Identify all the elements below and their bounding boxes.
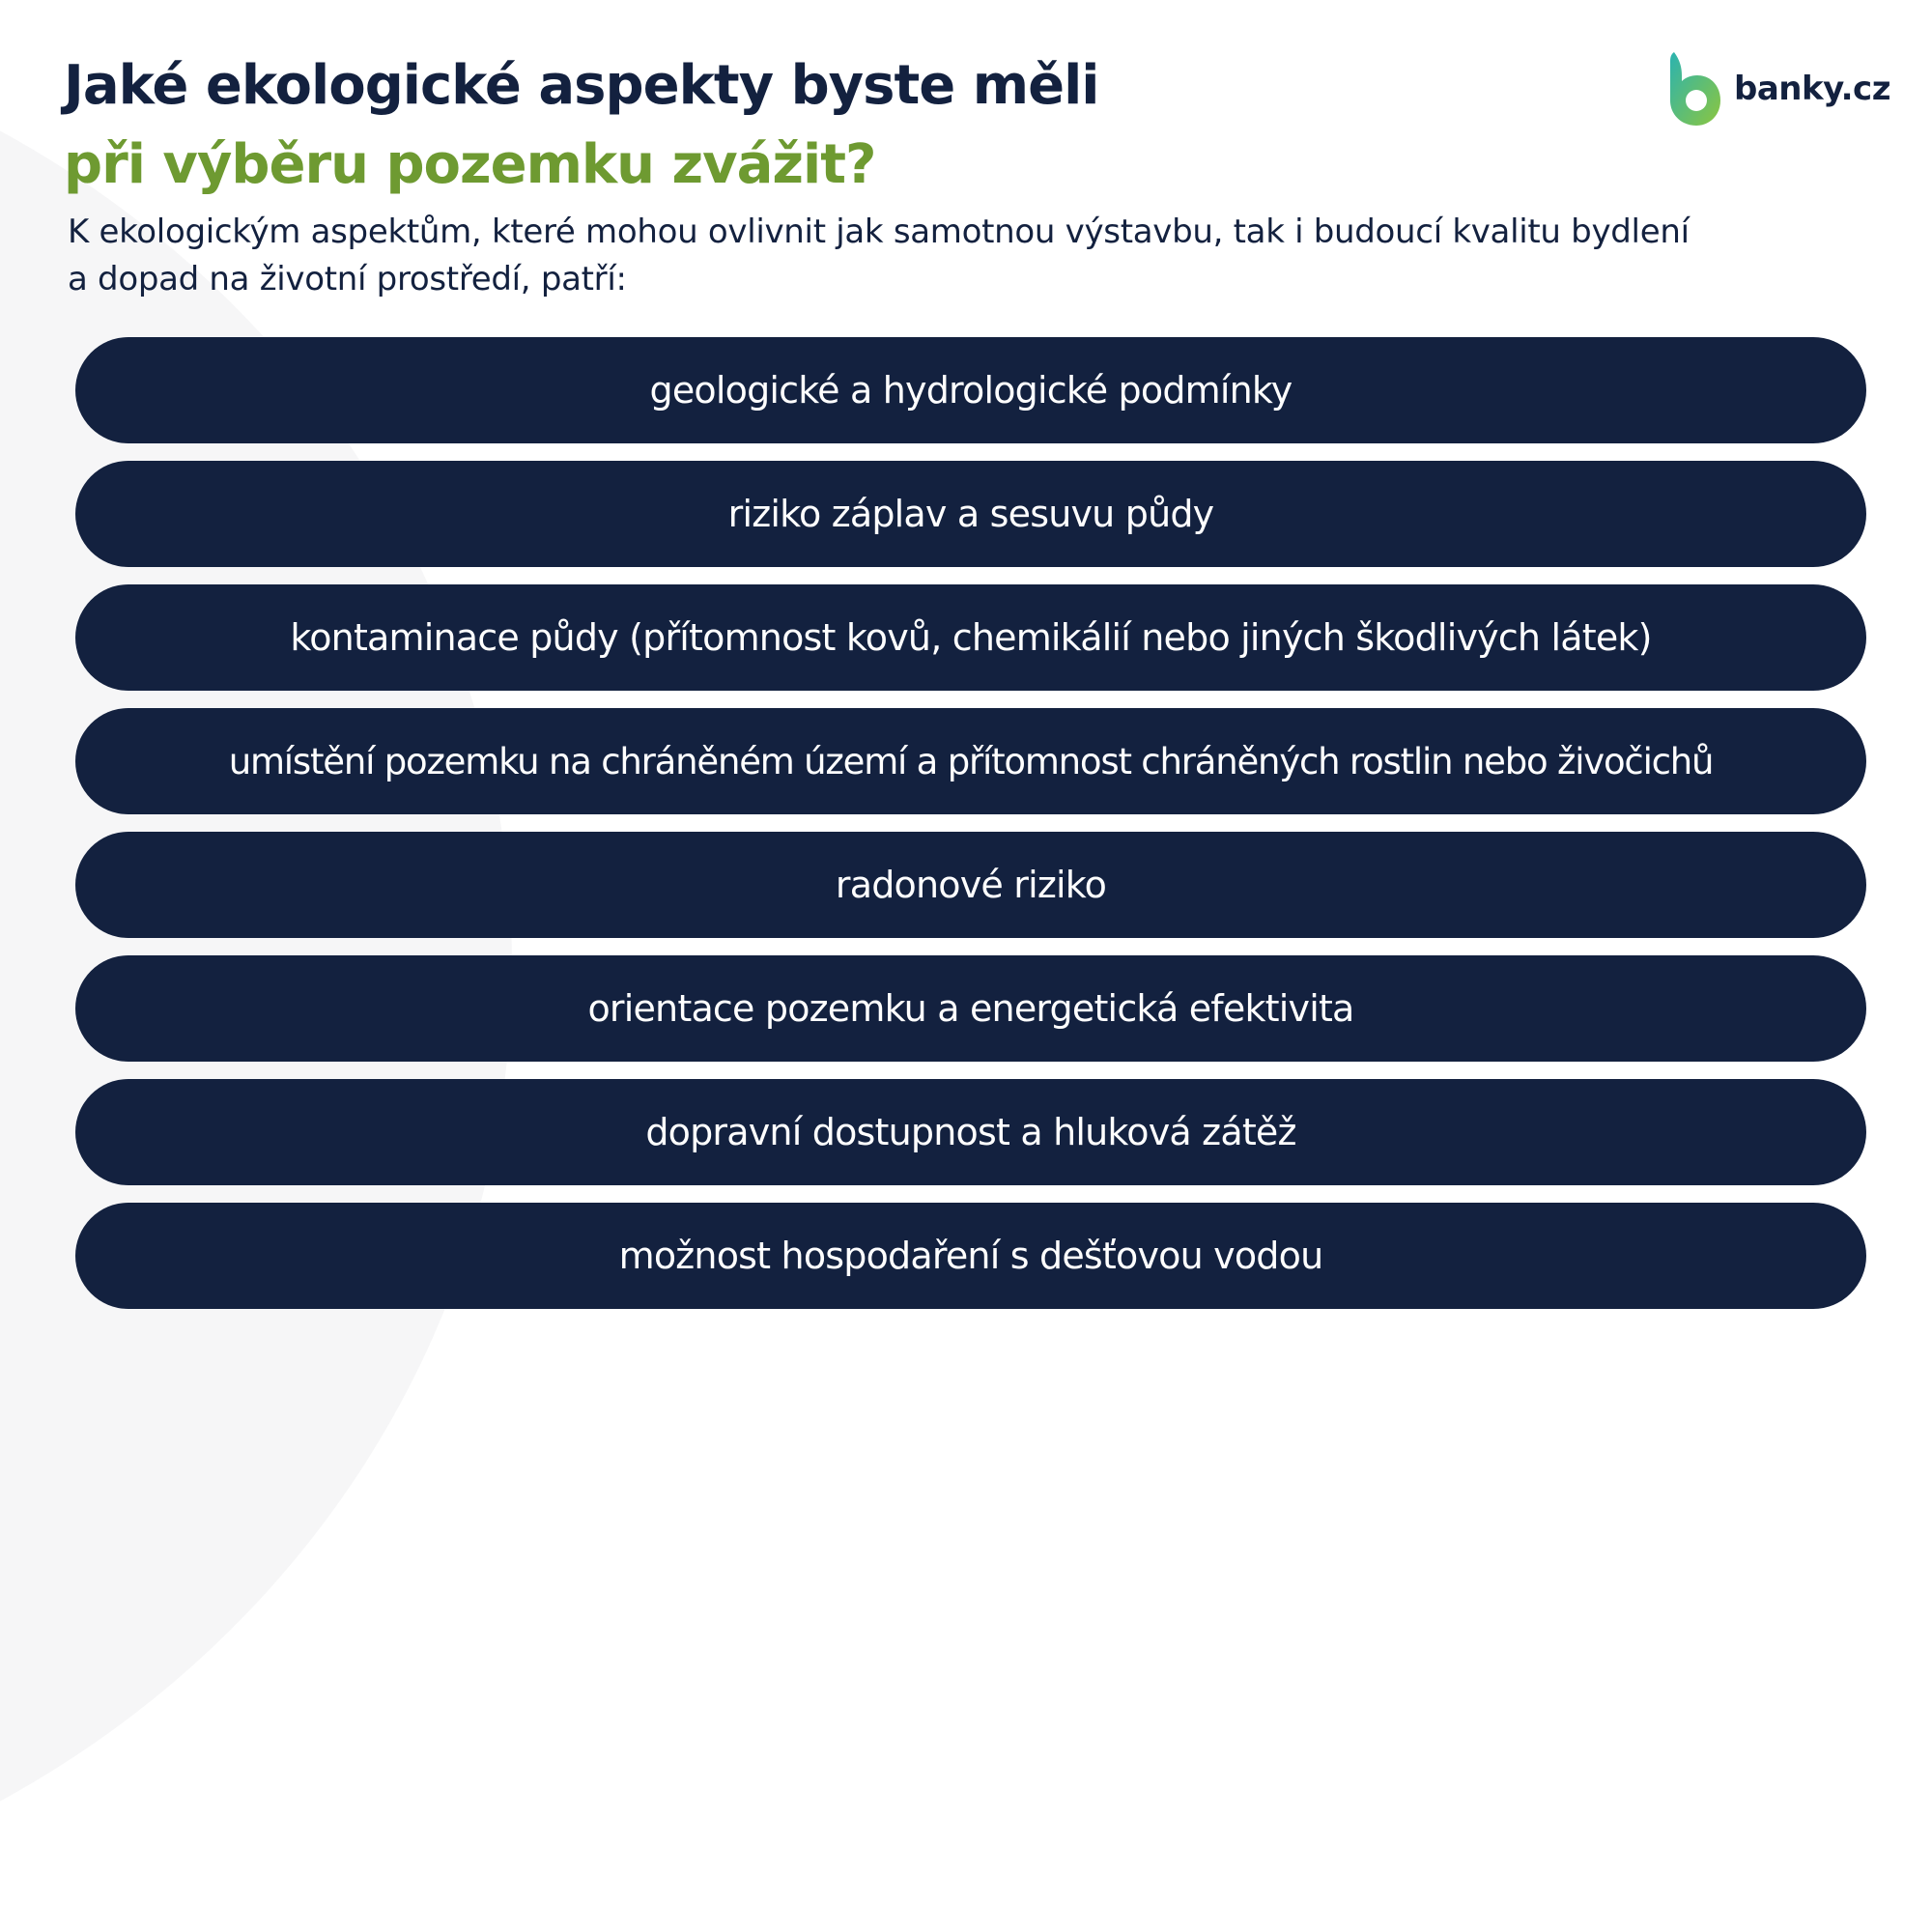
aspect-list xyxy=(75,337,1866,1326)
aspect-item: kontaminace půdy (přítomnost kovů, chemikálií nebo jiných škodlivých látek) xyxy=(75,584,1866,691)
aspect-item: umístění pozemku na chráněném území a přítomnost chráněných rostlin nebo živočichů xyxy=(75,708,1866,814)
aspect-item: radonové riziko xyxy=(75,832,1866,938)
aspect-item: geologické a hydrologické podmínky xyxy=(75,337,1866,443)
title-line-2: při výběru pozemku zvážit? xyxy=(64,133,876,196)
intro-line-1: K ekologickým aspektům, které mohou ovlivnit jak samotnou výstavbu, tak i budoucí kvalitu bydlení xyxy=(68,213,1690,251)
intro-text xyxy=(68,209,1787,303)
title-line-1: Jaké ekologické aspekty byste měli xyxy=(64,54,1099,117)
aspect-item: možnost hospodaření s dešťovou vodou xyxy=(75,1203,1866,1309)
intro-line-2: a dopad na životní prostředí, patří: xyxy=(68,260,627,298)
aspect-item: dopravní dostupnost a hluková zátěž xyxy=(75,1079,1866,1185)
page-title xyxy=(64,46,1098,205)
banky-b-logo-icon xyxy=(1666,50,1722,128)
aspect-item: orientace pozemku a energetická efektivita xyxy=(75,955,1866,1062)
banky-logo xyxy=(1666,50,1890,128)
aspect-item: riziko záplav a sesuvu půdy xyxy=(75,461,1866,567)
logo-text: banky.cz xyxy=(1734,70,1890,108)
